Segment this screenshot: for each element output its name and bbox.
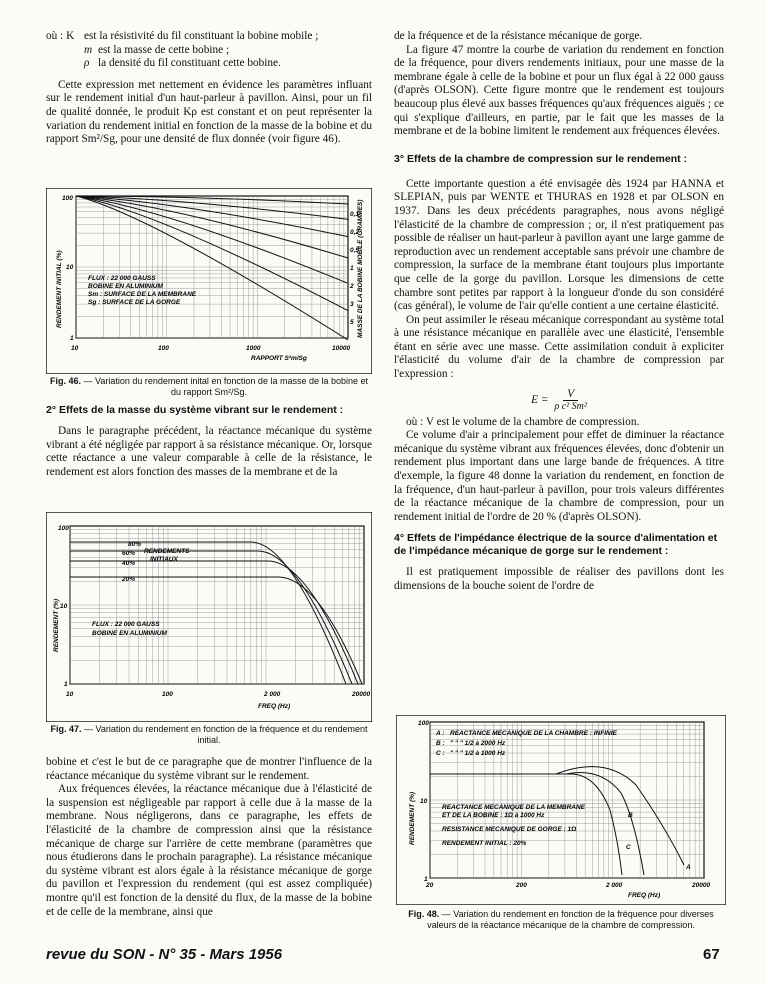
y-tick-label: 1: [70, 335, 74, 342]
level-label: 40%: [122, 560, 136, 567]
formula-numerator: V: [563, 388, 578, 401]
figure-48: [396, 715, 726, 905]
left-column-continued: [46, 756, 372, 919]
paragraph: Cette importante question a été envisagée dès 1924 par HANNA et SLEPIAN, puis par WENTE et THURAS en 1928 et par OLSON en 1937. Dans les deux précédents paragraphes, nous avons négligé l'élasticité de la chambre de compression ; or, il n'est pratiquement pas possible de réaliser un haut-parleur à pavillon ayant une large gamme de reproduction avec un rendement acceptable sans prévoir une chambre de compression, la surface de la membrane étant toujours plus importante que celle de la gorge du pavillon. Lorsque les dimensions de cette chambre sont petites par rapport à la longueur d'onde du son considéré (cas général), le volume de l'air qu'elle contient a une certaine élasticité.: [394, 177, 724, 313]
x-axis-label: RAPPORT S²m/Sg: [251, 355, 307, 362]
definition-symbol: m: [84, 43, 93, 56]
formula-fraction: [554, 388, 586, 412]
left-column-section-2: [46, 404, 372, 479]
x-tick-label: 20000: [352, 691, 371, 698]
definition-text: est la masse de cette bobine ;: [98, 43, 230, 56]
y-tick-label: 100: [62, 195, 73, 202]
page-number: 67: [703, 946, 720, 963]
x-tick-label: 10: [66, 691, 74, 698]
mass-label: 1: [350, 265, 354, 272]
curve-letter: C: [626, 844, 631, 851]
definition-text: est la résistivité du fil constituant la bobine mobile ;: [84, 30, 319, 42]
legend-line: BOBINE EN ALUMINIUM: [88, 283, 163, 290]
legend-line: RENDEMENT INITIAL : 20%: [442, 840, 527, 847]
y-tick-label: 100: [58, 525, 69, 532]
definition-row: [46, 57, 372, 71]
legend-line: RESISTANCE MECANIQUE DE GORGE : 1Ω: [442, 826, 577, 833]
figure-46-caption: [46, 376, 372, 398]
y-tick-label: 10: [66, 264, 74, 271]
legend-line: FLUX : 22 000 GAUSS: [88, 275, 156, 282]
mass-label: 3: [350, 301, 354, 308]
x-tick-label: 10000: [332, 345, 351, 352]
paragraph: Aux fréquences élevées, la réactance mécanique due à l'élasticité de la suspension est négligeable par rapport à celle due à la masse de la membrane. Nous négligerons, dans ce paragraphe, les effets de l'élasticité de la chambre de compression ainsi que la résistance mécanique de charge sur l'arrière de cette membrane (paramètres que nous étudierons dans le prochain paragraphe). La résistance mécanique du système vibrant est alors égale à la résistance mécanique de gorge du pavillon et l'expression du rendement (qui est assez compliquée) montre qu'il est fonction de la densité du flux, de la masse de la bobine et de celle de la membrane, ainsi que: [46, 783, 372, 918]
definition-row: [46, 30, 372, 44]
y-axis-label: RENDEMENT (%): [53, 598, 60, 652]
legend-line: Sg : SURFACE DE LA GORGE: [88, 299, 181, 306]
x-tick-label: 1000: [246, 345, 261, 352]
x-tick-label: 10: [71, 345, 79, 352]
section-heading: 4° Effets de l'impédance électrique de la source d'alimentation et de l'impédance mécanique de gorge sur le rendement :: [394, 532, 718, 558]
figure-48-caption: [396, 909, 726, 931]
caption-number: Fig. 47.: [50, 724, 82, 734]
mass-label: 0,2: [350, 229, 360, 236]
paragraph: Cette expression met nettement en évidence les paramètres influant sur le rendement initial d'un haut-parleur à pavillon. Ainsi, pour un fil de qualité donnée, le produit Kρ est constant et on peut représenter la variation du rendement initial en fonction de la masse de la bobine et du rapport Sm²/Sg, pour une densité de flux donnée (voir figure 46).: [46, 78, 372, 146]
x-tick-label: 100: [158, 345, 169, 352]
y-axis-label: RENDEMENT (%): [409, 791, 416, 845]
mass-label: 0,1: [350, 211, 360, 218]
group-label: INITIAUX: [150, 556, 178, 563]
paragraph: Il est pratiquement impossible de réaliser des pavillons dont les dimensions de la bouche soient de l'ordre de: [394, 566, 724, 592]
caption-text: — Variation du rendement en fonction de la fréquence et du rendement initial.: [84, 724, 368, 745]
formula-lhs: E =: [531, 393, 549, 406]
left-column: [46, 30, 372, 147]
formula: [394, 388, 724, 412]
paragraph: de la fréquence et de la résistance mécanique de gorge.: [394, 30, 643, 42]
figure-46-chart: [46, 188, 372, 374]
level-label: 60%: [122, 550, 136, 557]
y-tick-label: 10: [420, 798, 428, 805]
figure-47: [46, 512, 372, 722]
definition-symbol: ρ: [84, 57, 90, 70]
x-tick-label: 20000: [692, 882, 711, 889]
paragraph: Ce volume d'air a principalement pour effet de diminuer la réactance mécanique du système vibrant aux fréquences élevées, donc d'obtenir un rendement plus important dans une large bande de fréquences. A titre d'exemple, la figure 48 donne la variation du rendement, en fonction de la fréquence, d'un haut-parleur à pavillon, pour trois valeurs différentes de la réactance mécanique de la chambre de compression, pour un rendement initial de l'ordre de 20 % (d'après OLSON).: [394, 429, 724, 523]
legend-line: Sm : SURFACE DE LA MEMBRANE: [88, 291, 197, 298]
legend-line: FLUX : 22 000 GAUSS: [92, 621, 160, 628]
caption-text: — Variation du rendement en fonction de la fréquence pour diverses valeurs de la réactance mécanique de la chambre de compression.: [427, 909, 714, 930]
legend-line: REACTANCE MECANIQUE DE LA MEMBRANE: [442, 804, 585, 811]
legend-line: ET DE LA BOBINE : 1Ω à 1000 Hz: [442, 812, 545, 819]
x-tick-label: 200: [516, 882, 527, 889]
paragraph: Dans le paragraphe précédent, la réactance mécanique du système vibrant a été négligée par rapport à sa résistance mécanique. Or, lorsque cette réactance a une valeur comparable à celle de la résistance, le rendement est alors fonction des masses de la membrane et de la: [46, 425, 372, 478]
section-heading: 2° Effets de la masse du système vibrant sur le rendement :: [46, 404, 344, 416]
journal-footer: revue du SON - N° 35 - Mars 1956: [46, 946, 283, 963]
group-label: RENDEMENTS: [144, 548, 190, 555]
mass-label: 0,5: [350, 247, 360, 254]
figure-48-chart: [396, 715, 726, 905]
caption-number: Fig. 48.: [408, 909, 440, 919]
caption-number: Fig. 46.: [49, 376, 81, 386]
y-tick-label: 10: [60, 603, 68, 610]
legend-text: " " " 1/2 à 2000 Hz: [450, 740, 506, 747]
paragraph: On peut assimiler le réseau mécanique correspondant au système total à une résistance mécanique en parallèle avec une élasticité, l'ensemble étant en série avec une masse. Cette assimilation conduit à expliciter l'élasticité du volume d'air de la chambre de compression par l'expression :: [394, 313, 724, 381]
y-axis-label: RENDEMENT INITIAL (%): [56, 250, 63, 328]
mass-label: 2: [350, 283, 354, 290]
x-tick-label: 20: [426, 882, 434, 889]
figure-46: [46, 188, 372, 374]
formula-denominator: ρ c² Sm²: [554, 400, 587, 412]
legend-key: C :: [436, 750, 445, 757]
x-tick-label: 2 000: [606, 882, 623, 889]
mass-label: 5: [350, 319, 354, 326]
figure-47-caption: [46, 724, 372, 746]
y-tick-label: 1: [64, 681, 68, 688]
y2-axis-label: MASSE DE LA BOBINE MOBILE (GRAMMES): [357, 199, 364, 338]
y-tick-label: 100: [418, 720, 429, 727]
x-tick-label: 2 000: [264, 691, 281, 698]
definition-text: la densité du fil constituant cette bobine.: [98, 57, 281, 70]
right-column: [394, 30, 724, 594]
curve-letter: A: [686, 864, 691, 871]
definition-row: [46, 44, 372, 58]
level-label: 20%: [122, 576, 136, 583]
legend-text: " " " 1/2 à 1000 Hz: [450, 750, 506, 757]
definitions-list: [46, 30, 372, 71]
curve-letter: B: [628, 812, 633, 819]
x-axis-label: FREQ (Hz): [258, 703, 291, 710]
legend-line: BOBINE EN ALUMINIUM: [92, 630, 167, 637]
figure-47-chart: [46, 512, 372, 722]
legend-key: B :: [436, 740, 445, 747]
paragraph: bobine et c'est le but de ce paragraphe que de montrer l'influence de la réactance mécanique du système vibrant sur le rendement.: [46, 756, 372, 782]
level-label: 80%: [128, 541, 142, 548]
paragraph: La figure 47 montre la courbe de variation du rendement en fonction de la fréquence, pour divers rendements initiaux, pour une masse de la membrane égale à celle de la bobine et pour un flux égal à 22 000 gauss (d'après OLSON). Cette figure montre que le rendement est toujours beaucoup plus élevé aux basses fréquences qu'aux fréquences aiguës ; ce qui s'explique d'ailleurs, en partie, par le fait que les masses de la membrane et de la bobine limitent le rendement aux fréquences élevées.: [394, 43, 724, 138]
x-tick-label: 100: [162, 691, 173, 698]
section-heading: 3° Effets de la chambre de compression sur le rendement :: [394, 152, 688, 165]
legend-key: A :: [436, 730, 445, 737]
legend-text: REACTANCE MECANIQUE DE LA CHAMBRE : INFINIE: [450, 730, 617, 737]
y-tick-label: 1: [424, 876, 428, 883]
caption-text: — Variation du rendement inital en fonction de la masse de la bobine et du rapport Sm²/Sg.: [83, 376, 369, 397]
paragraph: où : V est le volume de la chambre de compression.: [406, 415, 640, 428]
definition-symbol: où : K: [46, 30, 75, 42]
x-axis-label: FREQ (Hz): [628, 892, 661, 899]
